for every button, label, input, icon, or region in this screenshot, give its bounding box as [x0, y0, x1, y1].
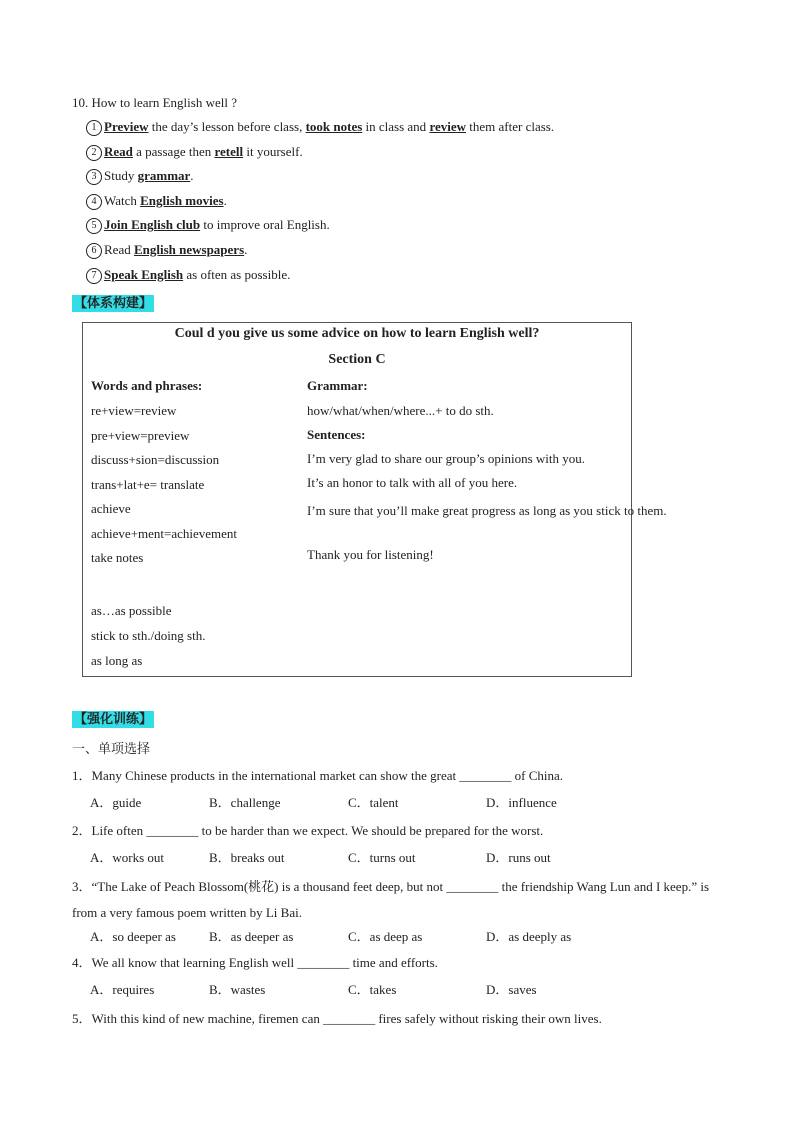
tip-text: . — [244, 242, 248, 257]
word-item: trans+lat+e= translate — [91, 476, 205, 492]
question-stem: 1．Many Chinese products in the international market can show the great ________ of China. — [72, 768, 563, 783]
sentence-item: I’m very glad to share our group’s opinions with you. — [307, 451, 586, 466]
tip-text: in class and — [362, 119, 430, 134]
word-item: achieve+ment=achievement — [91, 525, 238, 541]
practice-header: 【强化训练】 — [74, 712, 153, 727]
summary-section: Section C — [328, 352, 386, 367]
tip-text: as often as possible. — [183, 266, 291, 282]
question-stem: 4．We all know that learning English well ________ time and efforts. — [72, 955, 438, 970]
answer-option: D．saves — [486, 982, 537, 997]
tip-item — [86, 168, 194, 185]
answer-option: B．challenge — [209, 795, 281, 810]
tip-text: Read — [104, 242, 134, 257]
answer-option: C．talent — [348, 795, 399, 810]
answer-option: D．influence — [486, 795, 557, 810]
word-item: take notes — [91, 550, 144, 565]
phrase-item: stick to sth./doing sth. — [91, 628, 206, 643]
sentence-item: Thank you for listening! — [307, 547, 434, 562]
answer-option: D．as deeply as — [486, 929, 572, 944]
answer-option: B．breaks out — [209, 850, 285, 865]
tip-text: a passage then — [132, 143, 215, 159]
tip-item — [86, 242, 247, 259]
key-phrase: review — [429, 119, 467, 134]
circled-number: 6 — [86, 243, 102, 259]
answer-option: A．works out — [90, 850, 165, 865]
answer-option: C．turns out — [348, 850, 416, 865]
tip-text: . — [190, 168, 194, 184]
practice-header-wrap — [72, 708, 154, 727]
answer-option: C．as deep as — [348, 929, 423, 944]
tip-item — [86, 267, 290, 284]
tip-text: it yourself. — [243, 143, 303, 159]
words-header: Words and phrases: — [91, 378, 203, 393]
circled-number: 1 — [86, 120, 102, 136]
circled-number: 5 — [86, 218, 102, 234]
circled-number: 4 — [86, 194, 102, 210]
key-phrase: retell — [214, 143, 244, 159]
word-item: discuss+sion=discussion — [91, 452, 220, 467]
answer-option: B．wastes — [209, 982, 266, 997]
word-item: re+view=review — [91, 403, 177, 418]
tip-text: . — [223, 192, 227, 208]
question-stem: 5．With this kind of new machine, firemen can ________ fires safely without risking their own lives. — [72, 1011, 602, 1026]
question-stem: 3．“The Lake of Peach Blossom(桃花) is a thousand feet deep, but not ________ the friendship Wang Lun and I keep.” is from a very famous poem written by Li Bai. — [72, 879, 710, 920]
circled-number: 2 — [86, 145, 102, 161]
answer-option: C．takes — [348, 982, 397, 997]
summary-title: Coul d you give us some advice on how to learn English well? — [174, 326, 540, 341]
word-item: pre+view=preview — [91, 427, 190, 443]
system-header: 【体系构建】 — [74, 296, 153, 311]
summary-box — [82, 322, 667, 677]
answer-option: A．requires — [90, 982, 155, 997]
sentence-item: I’m sure that you’ll make great progress as long as you stick to them. — [307, 503, 667, 518]
answer-option: D．runs out — [486, 850, 551, 865]
tip-text: them after class. — [466, 119, 555, 134]
key-phrase: Preview — [104, 119, 149, 134]
phrase-item: as…as possible — [91, 603, 172, 618]
tip-item — [86, 193, 227, 210]
key-phrase: Read — [104, 143, 133, 159]
key-phrase: Speak English — [104, 266, 184, 282]
key-phrase: Join English club — [104, 217, 201, 233]
tip-item — [86, 144, 303, 161]
word-item: achieve — [91, 501, 131, 516]
tip-text: to improve oral English. — [200, 217, 330, 233]
answer-option: A．so deeper as — [90, 929, 176, 944]
circled-number: 3 — [86, 169, 102, 185]
sentences-header: Sentences: — [307, 427, 366, 442]
tip-text: Watch — [104, 192, 141, 208]
sentence-item: It’s an honor to talk with all of you here. — [307, 475, 518, 490]
grammar-text: how/what/when/where...+ to do sth. — [307, 403, 494, 418]
tip-text: the day’s lesson before class, — [148, 119, 306, 134]
answer-option: B．as deeper as — [209, 929, 294, 944]
question-10-title: 10. How to learn English well ? — [72, 95, 237, 110]
question-stem: 2．Life often ________ to be harder than we expect. We should be prepared for the worst. — [72, 823, 544, 838]
tip-item — [86, 119, 554, 136]
answer-option: A．guide — [90, 795, 142, 810]
key-phrase: took notes — [305, 119, 363, 134]
key-phrase: English movies — [140, 192, 224, 208]
key-phrase: grammar — [137, 168, 191, 184]
phrase-item: as long as — [91, 653, 143, 668]
practice-subheader: 一、单项选择 — [72, 742, 151, 757]
circled-number: 7 — [86, 268, 102, 284]
grammar-header: Grammar: — [307, 378, 368, 393]
key-phrase: English newspapers — [133, 242, 245, 257]
system-header-wrap — [72, 292, 154, 311]
tip-text: Study — [104, 168, 138, 184]
tip-item — [86, 217, 330, 234]
